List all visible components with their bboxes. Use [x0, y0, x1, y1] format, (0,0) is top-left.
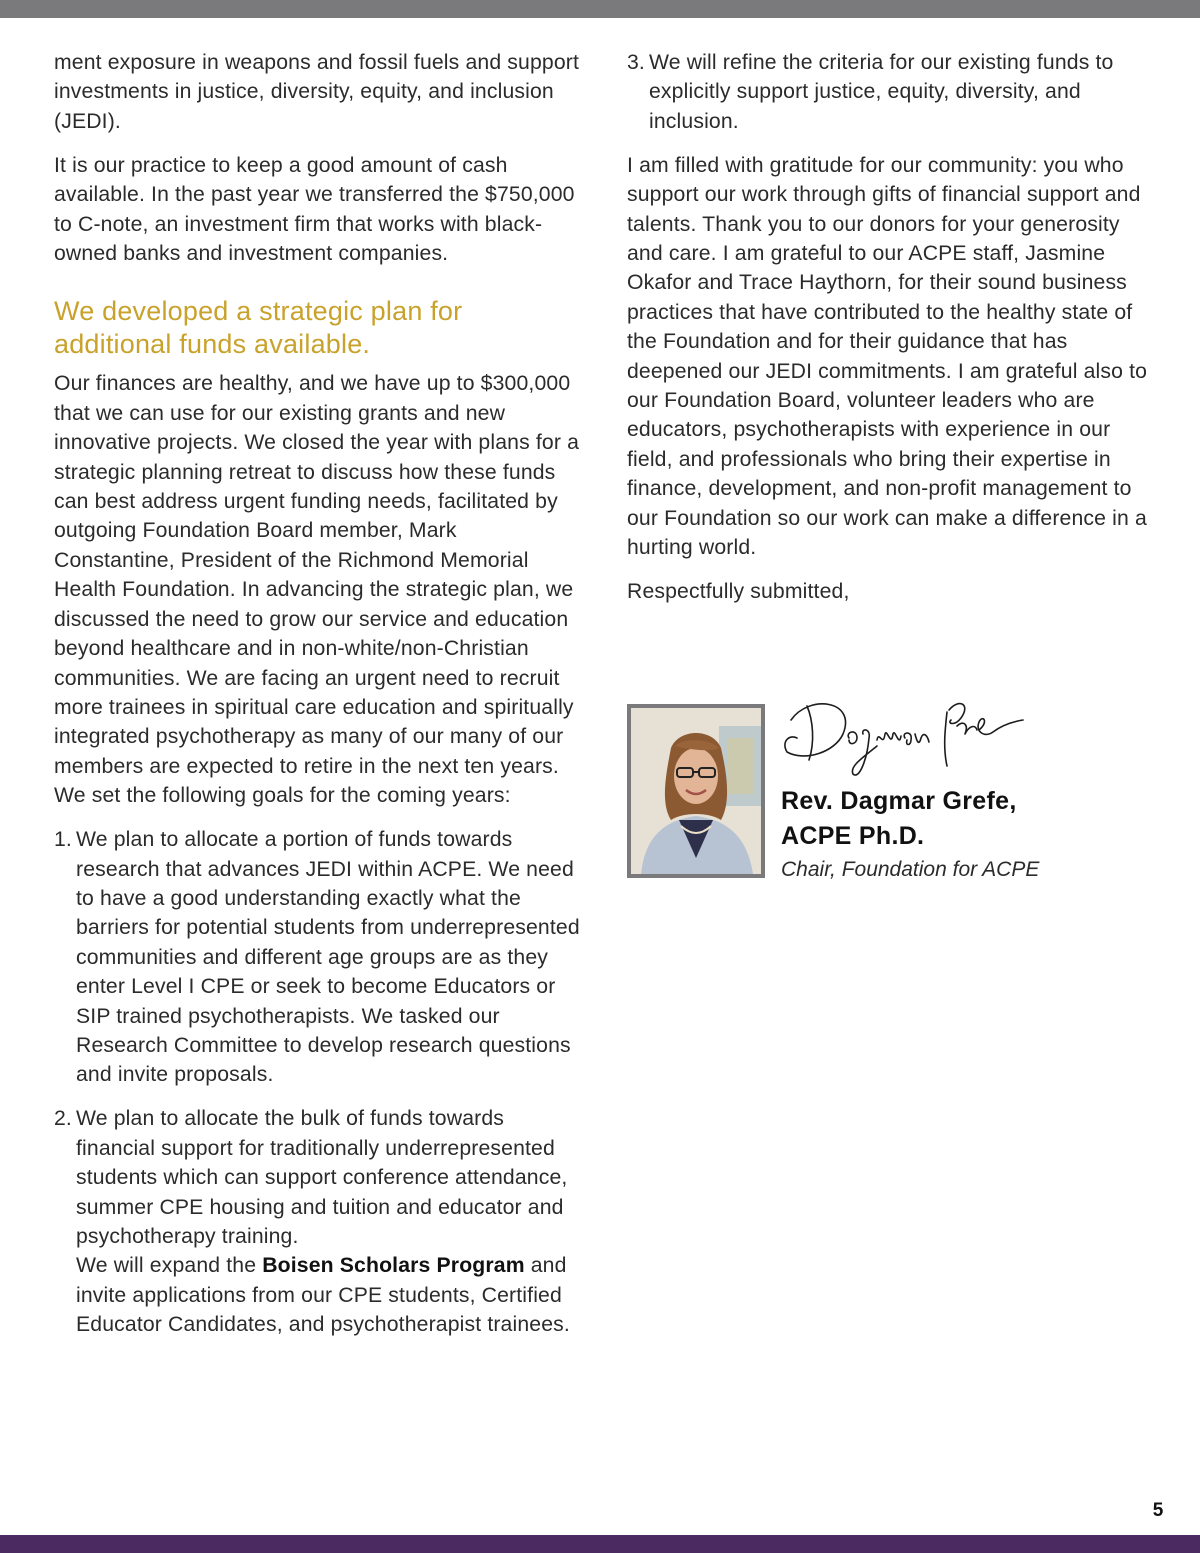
handwritten-signature — [779, 690, 1039, 785]
signer-name — [781, 784, 1161, 854]
goal-number: 2. — [54, 1107, 72, 1131]
paragraph-gratitude: I am filled with gratitude for our community: you who support our work through gifts of financial support and talents. Thank you to our donors for your generosity and care. I am grateful to our ACPE staff, Jasmine Okafor and Trace Haythorn, for their sound business practices that have contributed to the healthy state of the Foundation and for their guidance that has deepened our JEDI commitments. I am grateful also to our Foundation Board, volunteer leaders who are educators, psychotherapists with experience in our field, and professionals who bring their expertise in finance, development, and non-profit management to our Foundation so our work can make a difference in a hurting world. — [627, 153, 1148, 560]
goal-text-invite: and invite applications from our CPE students, Certified Educator Candidates, and psychotherapist trainees. — [76, 1254, 570, 1337]
signer-name-line2: ACPE Ph.D. — [781, 822, 925, 850]
goal-item-3 — [627, 48, 1155, 136]
goals-list — [54, 825, 582, 1340]
goal-text: We plan to allocate a portion of funds towards research that advances JEDI within ACPE. We need to have a good understanding exactly what the barriers for potential students from underrepresented communities and different age groups are as they enter Level I CPE or seek to become Educators or SIP trained psychotherapists. We tasked our Research Committee to develop research questions and invite proposals. — [76, 828, 580, 1087]
boisen-scholars-program: Boisen Scholars Program — [262, 1254, 525, 1278]
signature-block — [627, 690, 1167, 890]
paragraph-cash-practice: It is our practice to keep a good amount of cash available. In the past year we transferred the $750,000 to C-note, an investment firm that works with black-owned banks and investment companies. — [54, 153, 575, 266]
goal-text: We will refine the criteria for our existing funds to explicitly support justice, equity, diversity, and inclusion. — [649, 51, 1114, 133]
goal-number: 1. — [54, 828, 72, 852]
signer-title: Chair, Foundation for ACPE — [781, 858, 1040, 881]
page-number: 5 — [1152, 1500, 1164, 1521]
portrait-illustration — [631, 708, 761, 874]
signer-name-line1: Rev. Dagmar Grefe, — [781, 787, 1017, 815]
top-accent-bar — [0, 0, 1200, 18]
goal-number: 3. — [627, 51, 645, 74]
goal-item-2 — [54, 1104, 582, 1339]
goal-item-1 — [54, 825, 582, 1090]
closing-line: Respectfully submitted, — [627, 580, 850, 604]
goals-list-continued — [627, 48, 1155, 136]
paragraph-finances: Our finances are healthy, and we have up to $300,000 that we can use for our existing grants and new innovative projects. We closed the year with plans for a strategic planning retreat to discuss how these funds can best address urgent funding needs, facilitated by outgoing Foundation Board member, Mark Constantine, President of the Richmond Memorial Health Foundation. In advancing the strategic plan, we discussed the need to grow our service and education beyond healthcare and in non-white/non-Christian communities. We are facing an urgent need to recruit more trainees in spiritual care education and spiritually integrated psychotherapy as many of our many of our members are expected to retire in the next ten years. We set the following goals for the coming years: — [54, 372, 580, 808]
paragraph-investment-exposure: ment exposure in weapons and fossil fuels and support investments in justice, diversity, equity, and inclusion (JEDI). — [54, 51, 580, 133]
right-column — [627, 48, 1155, 621]
goal-text-expand: We will expand the — [76, 1254, 257, 1278]
section-subhead-strategic-plan: We developed a strategic plan for additional funds available. — [54, 296, 463, 360]
goal-text: We plan to allocate the bulk of funds towards financial support for traditionally underrepresented students which can support conference attendance, summer CPE housing and tuition and educator and psychotherapy training. — [76, 1107, 568, 1248]
left-column — [54, 48, 582, 1354]
author-portrait — [627, 704, 765, 878]
bottom-accent-bar — [0, 1535, 1200, 1553]
